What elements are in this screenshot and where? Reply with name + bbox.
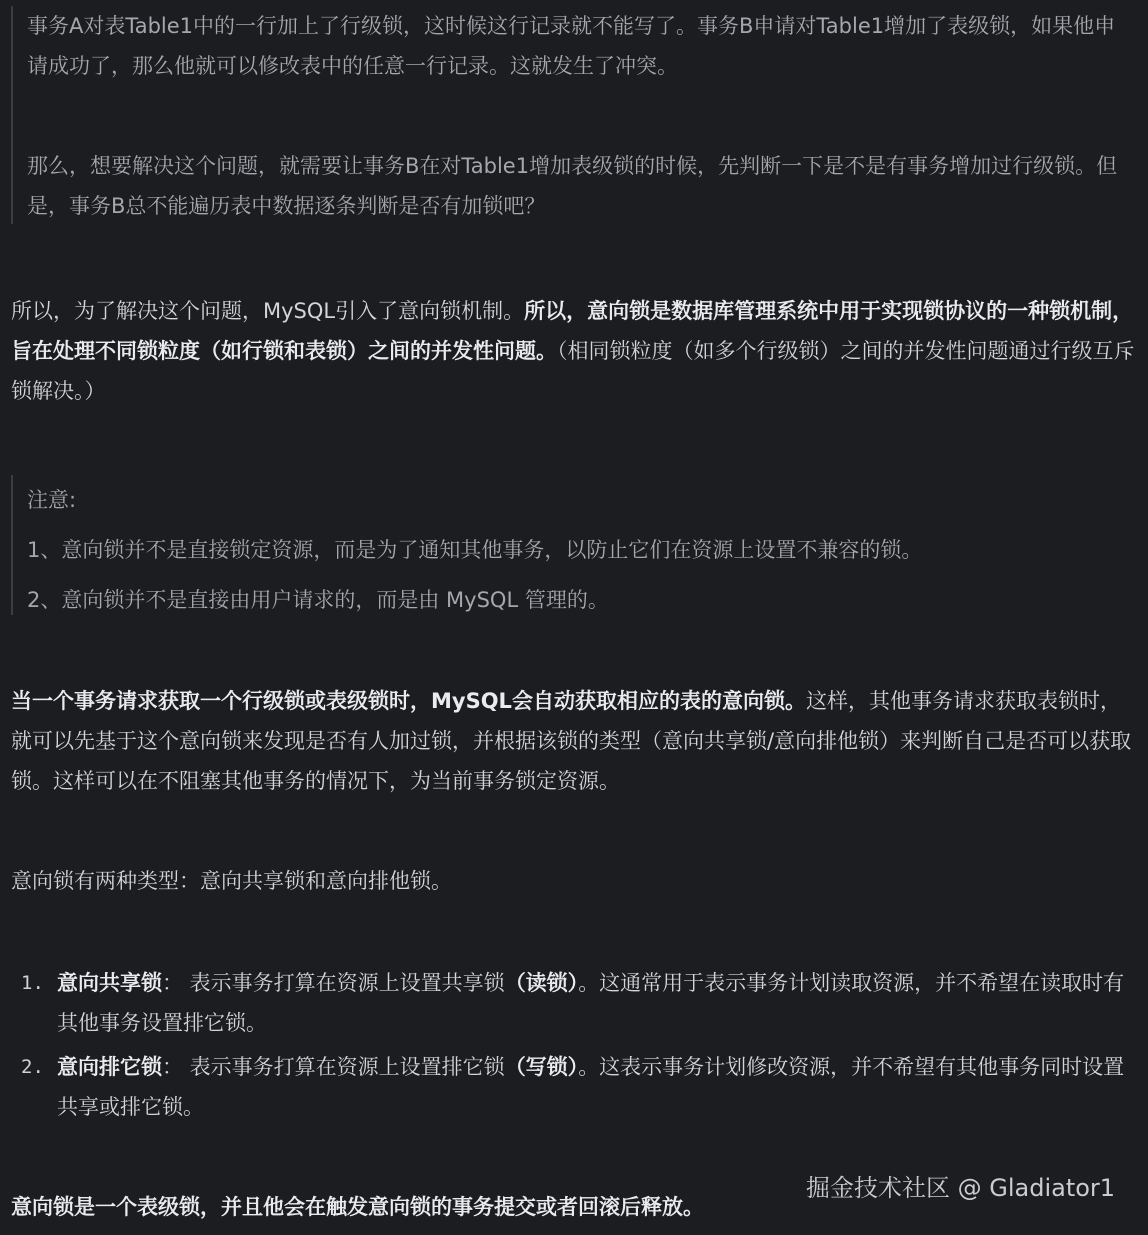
auto-acquire-tail-text: 这样，其他事务请求获取表锁时，就可以先基于这个意向锁来发现是否有人加过锁，并根据该锁的类型（意向共享锁/意向排他锁）来判断自己是否可以获取锁。这样可以在不阻塞其他事务的情况下，为当前事务锁定资源。: [11, 689, 1132, 793]
list-item-rest: 。这表示事务计划修改资源，并不希望有其他事务同时设置共享或排它锁。: [57, 1055, 1125, 1119]
blockquote-conflict: [11, 6, 1127, 224]
list-item: [11, 1047, 1139, 1127]
note-title: 注意:: [27, 488, 77, 512]
lock-type-list: [11, 963, 1139, 1127]
intro-tail-text: （相同锁粒度（如多个行级锁）之间的并发性问题通过行级互斥锁解决。）: [11, 339, 1135, 403]
list-item-paren: （读锁）: [504, 971, 579, 995]
list-item-separator: ： 表示事务打算在资源上设置排它锁: [162, 1055, 505, 1079]
list-item-number: 2.: [21, 1056, 44, 1078]
quote-paragraph-1: 事务A对表Table1中的一行加上了行级锁，这时候这行记录就不能写了。事务B申请对Table1增加了表级锁，如果他申请成功了，那么他就可以修改表中的任意一行记录。这就发生了冲突。: [27, 14, 1116, 78]
intro-lead-text: 所以，为了解决这个问题，MySQL引入了意向锁机制。: [11, 299, 525, 323]
paragraph-two-types: 意向锁有两种类型：意向共享锁和意向排他锁。: [11, 869, 452, 893]
intro-bold-text: 所以，意向锁是数据库管理系统中用于实现锁协议的一种锁机制，旨在处理不同锁粒度（如行锁和表锁）之间的并发性问题。: [11, 299, 1134, 363]
list-item-number: 1.: [21, 972, 44, 994]
paragraph-auto-acquire: [11, 681, 1139, 801]
quote-paragraph-2: 那么，想要解决这个问题，就需要让事务B在对Table1增加表级锁的时候，先判断一下是不是有事务增加过行级锁。但是，事务B总不能遍历表中数据逐条判断是否有加锁吧？: [27, 154, 1118, 218]
paragraph-intention-lock-intro: [11, 291, 1139, 411]
watermark-text: 掘金技术社区 @ Gladiator1: [806, 1174, 1116, 1202]
note-item-2: 2、意向锁并不是直接由用户请求的，而是由 MySQL 管理的。: [27, 588, 609, 612]
note-item-1: 1、意向锁并不是直接锁定资源，而是为了通知其他事务，以防止它们在资源上设置不兼容的锁。: [27, 538, 923, 562]
list-item: [11, 963, 1139, 1043]
paragraph-table-level-lock: 意向锁是一个表级锁，并且他会在触发意向锁的事务提交或者回滚后释放。: [11, 1195, 704, 1219]
list-item-paren: （写锁）: [504, 1055, 579, 1079]
list-item-rest: 。这通常用于表示事务计划读取资源，并不希望在读取时有其他事务设置排它锁。: [57, 971, 1125, 1035]
blockquote-note: [11, 475, 1127, 615]
list-item-term: 意向共享锁: [57, 971, 162, 995]
auto-acquire-bold-text: 当一个事务请求获取一个行级锁或表级锁时，MySQL会自动获取相应的表的意向锁。: [11, 689, 806, 713]
list-item-term: 意向排它锁: [57, 1055, 162, 1079]
list-item-separator: ： 表示事务打算在资源上设置共享锁: [162, 971, 505, 995]
